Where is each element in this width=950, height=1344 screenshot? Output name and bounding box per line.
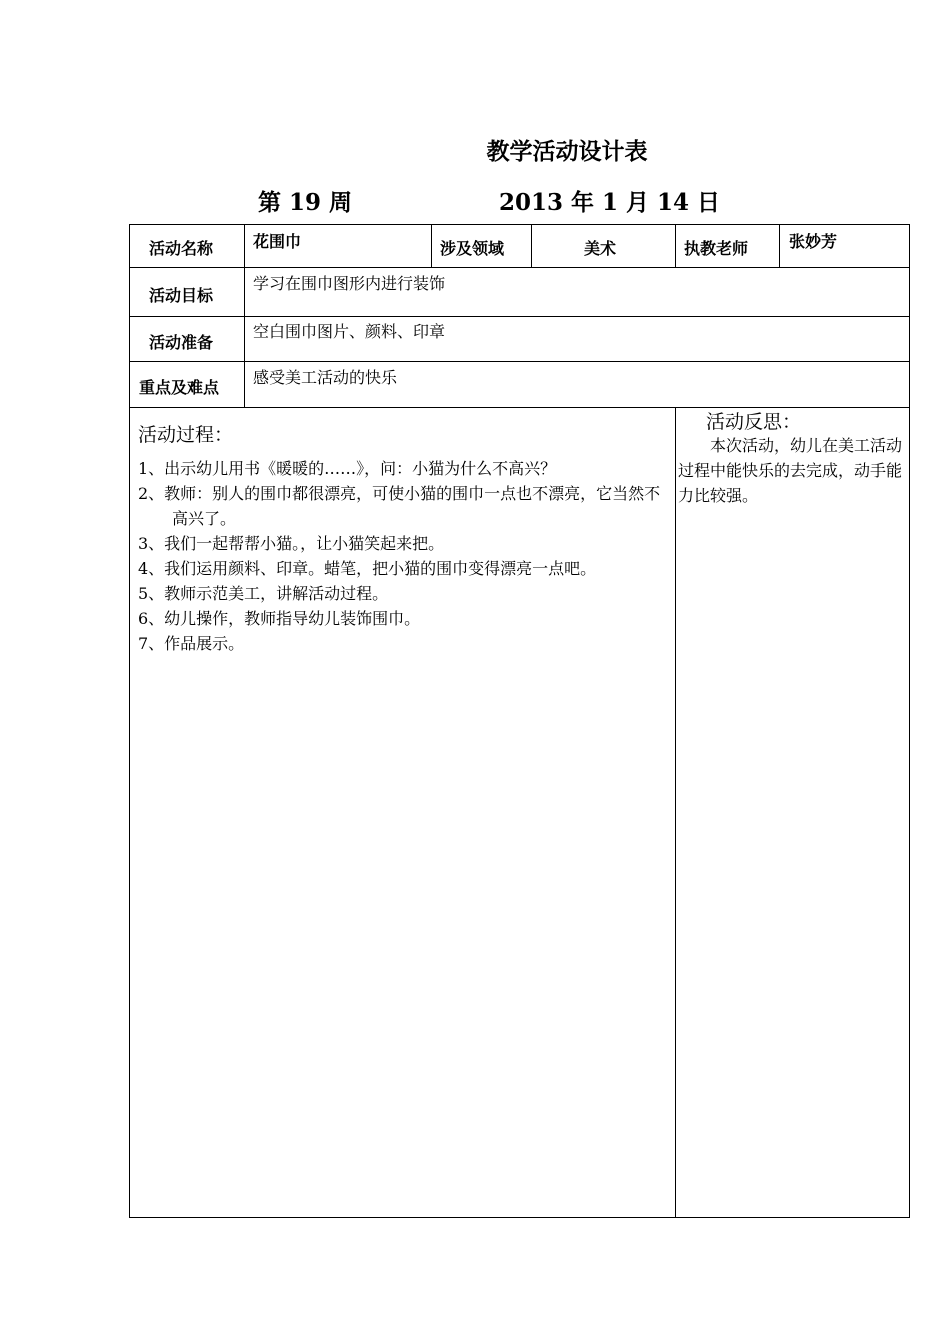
- week-label: 第 19 周: [258, 189, 353, 216]
- table-border-bottom: [129, 1217, 910, 1218]
- prep-label: 活动准备: [149, 333, 214, 352]
- cell-divider: [431, 224, 432, 267]
- key-points-label: 重点及难点: [139, 378, 220, 397]
- process-heading: 活动过程：: [138, 424, 234, 446]
- reflection-heading: 活动反思：: [706, 411, 802, 433]
- key-points-value: 感受美工活动的快乐: [253, 368, 398, 387]
- process-step: 4、我们运用颜料、印章。蜡笔，把小猫的围巾变得漂亮一点吧。: [138, 559, 597, 578]
- cell-divider: [675, 224, 676, 267]
- table-border-right: [909, 224, 910, 1218]
- activity-name-label: 活动名称: [149, 239, 214, 258]
- teacher-value: 张妙芳: [789, 232, 838, 251]
- domain-label: 涉及领域: [440, 239, 505, 258]
- domain-value: 美术: [584, 239, 617, 258]
- reflection-body: 本次活动，幼儿在美工活动过程中能快乐的去完成，动手能力比较强。: [678, 436, 903, 505]
- goal-label: 活动目标: [149, 286, 214, 305]
- process-step: 5、教师示范美工，讲解活动过程。: [138, 584, 389, 603]
- prep-value: 空白围巾图片、颜料、印章: [253, 322, 446, 341]
- process-step: 3、我们一起帮帮小猫。，让小猫笑起来把。: [138, 534, 445, 553]
- label-column-divider: [244, 224, 245, 408]
- page-title: 教学活动设计表: [486, 139, 648, 165]
- row-divider: [129, 267, 910, 268]
- goal-value: 学习在围巾图形内进行装饰: [253, 274, 446, 293]
- table-border-left: [129, 224, 130, 1218]
- table-border-top: [129, 224, 910, 225]
- cell-divider: [531, 224, 532, 267]
- teacher-label: 执教老师: [684, 239, 749, 258]
- row-divider: [129, 361, 910, 362]
- process-steps: [138, 456, 672, 656]
- process-reflection-divider: [675, 407, 676, 1218]
- row-divider: [129, 316, 910, 317]
- activity-name-value: 花围巾: [253, 232, 302, 251]
- process-step: 6、幼儿操作，教师指导幼儿装饰围巾。: [138, 609, 421, 628]
- process-step: 7、作品展示。: [138, 634, 245, 653]
- process-step: 1、出示幼儿用书《暖暖的……》，问：小猫为什么不高兴？: [138, 459, 557, 478]
- process-step: 2、教师：别人的围巾都很漂亮，可使小猫的围巾一点也不漂亮，它当然不高兴了。: [138, 484, 661, 528]
- cell-divider: [779, 224, 780, 267]
- date-label: 2013 年 1 月 14 日: [499, 189, 721, 216]
